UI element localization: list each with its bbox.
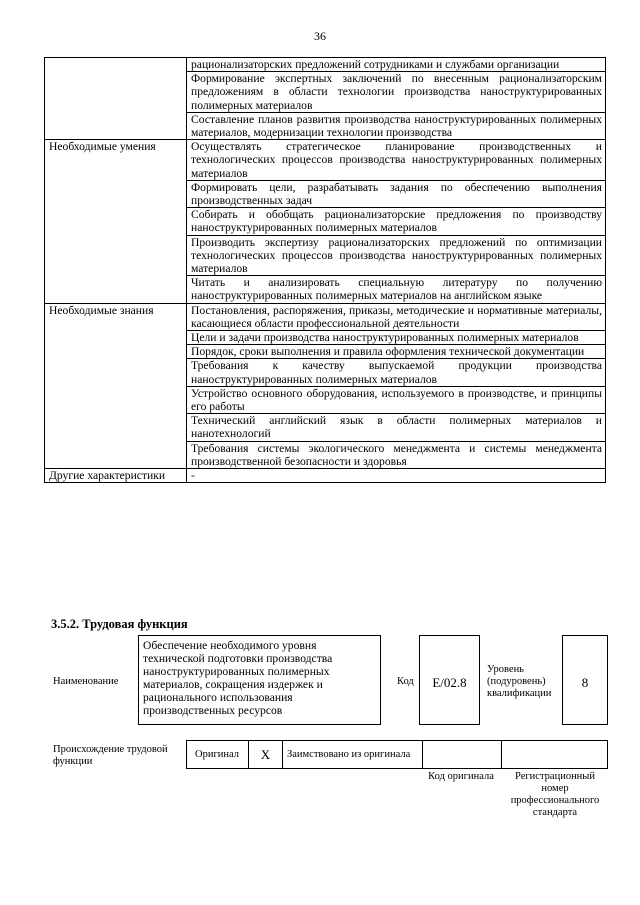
row-item: Порядок, сроки выполнения и правила оформления технической документации — [187, 345, 606, 359]
reg-number-cell — [502, 741, 607, 768]
competency-table — [44, 57, 606, 483]
row-label: Необходимые умения — [45, 140, 187, 303]
origin-row — [186, 740, 608, 769]
table-row — [45, 140, 606, 181]
reg-caption: Регистрационный номер профессионального стандарта — [510, 771, 600, 818]
original-mark: X — [249, 741, 283, 768]
row-label: Необходимые знания — [45, 303, 187, 468]
row-item: Технический английский язык в области полимерных материалов и нанотехнологий — [187, 414, 606, 441]
row-item: Формирование экспертных заключений по внесенным рационализаторским предложениям в области технологии производства наноструктурированных полимерных материалов — [187, 72, 606, 113]
row-item: Производить экспертизу рационализаторских предложений по оптимизации технологических процессов производства наноструктурированных полимерных материалов — [187, 235, 606, 276]
row-item: - — [187, 469, 606, 483]
code-caption: Код оригинала — [428, 771, 494, 782]
original-label: Оригинал — [187, 741, 249, 768]
page-number: 36 — [314, 29, 326, 43]
qualification-level: 8 — [562, 635, 608, 725]
origin-label: Происхождение трудовой функции — [53, 744, 168, 767]
function-code: E/02.8 — [419, 635, 480, 725]
function-name: Обеспечение необходимого уровня технической подготовки производства наноструктурированных полимерных материалов, сокращения издержек и рационального использования производственных ресурсов — [138, 635, 381, 725]
original-code-cell — [423, 741, 502, 768]
row-item: Осуществлять стратегическое планирование производственных и технологических процессов производства наноструктурированных полимерных материалов — [187, 140, 606, 181]
row-item: Составление планов развития производства наноструктурированных полимерных материалов, модернизации технологии производства — [187, 112, 606, 139]
table-row — [45, 58, 606, 72]
row-item: Собирать и обобщать рационализаторские предложения по производству наноструктурированных полимерных материалов — [187, 208, 606, 235]
row-item: рационализаторских предложений сотрудниками и службами организации — [187, 58, 606, 72]
table-row — [45, 303, 606, 330]
borrowed-label: Заимствовано из оригинала — [283, 741, 423, 768]
table-row — [45, 469, 606, 483]
row-item: Постановления, распоряжения, приказы, методические и нормативные материалы, касающиеся области профессиональной деятельности — [187, 303, 606, 330]
row-label — [45, 58, 187, 140]
level-label: Уровень (подуровень) квалификации — [487, 664, 552, 699]
row-item: Цели и задачи производства наноструктурированных полимерных материалов — [187, 331, 606, 345]
row-item: Формировать цели, разрабатывать задания по обеспечению выполнения производственных задач — [187, 180, 606, 207]
row-item: Требования системы экологического менеджмента и системы менеджмента производственной безопасности и здоровья — [187, 441, 606, 468]
code-label: Код — [397, 676, 414, 687]
section-title: 3.5.2. Трудовая функция — [51, 617, 188, 631]
name-label: Наименование — [53, 676, 119, 687]
row-item: Устройство основного оборудования, используемого в производстве, и принципы его работы — [187, 386, 606, 413]
row-item: Читать и анализировать специальную литературу по получению наноструктурированных полимерных материалов на английском языке — [187, 276, 606, 303]
row-item: Требования к качеству выпускаемой продукции производства наноструктурированных полимерных материалов — [187, 359, 606, 386]
row-label: Другие характеристики — [45, 469, 187, 483]
